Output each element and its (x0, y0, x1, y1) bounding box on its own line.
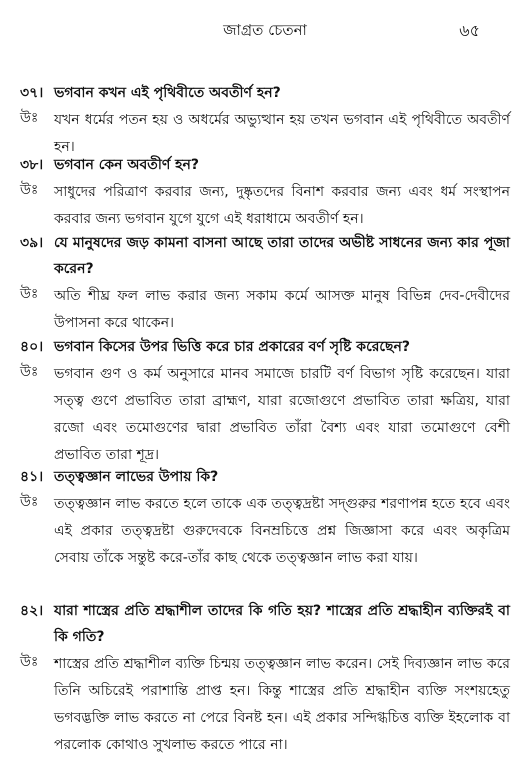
question (20, 598, 510, 650)
answer (20, 179, 510, 233)
question-text: তত্ত্বজ্ঞান লাভের উপায় কি? (54, 469, 219, 485)
page-header (20, 0, 510, 48)
answer (20, 283, 510, 337)
question-number: ৪০। (20, 339, 44, 355)
question (20, 230, 510, 282)
answer-text: সাধুদের পরিত্রাণ করবার জন্য, দুষ্কৃতদের বিনাশ করবার জন্য এবং ধর্ম সংস্থাপন করবার জন্য ভগবান যুগে যুগে এই ধরাধামে অবতীর্ণ হন। (54, 184, 510, 227)
question (20, 152, 510, 178)
answer-text: শাস্ত্রের প্রতি শ্রদ্ধাশীল ব্যক্তি চিন্ময় তত্ত্বজ্ঞান লাভ করেন। সেই দিব্যজ্ঞান লাভ করে তিনি অচিরেই পরাশান্তি প্রাপ্ত হন। কিন্তু শাস্ত্রের প্রতি শ্রদ্ধাহীন ব্যক্তি সংশয়হেতু ভগবদ্ভক্তি লাভ করতে না পেরে বিনষ্ট হন। এই প্রকার সন্দিগ্ধচিত্ত ব্যক্তি ইহলোক বা পরলোক কোথাও সুখলাভ করতে পারে না। (54, 656, 510, 753)
answer-label: উঃ (20, 110, 39, 126)
question-number: ৩৮। (20, 157, 44, 173)
question-number: ৩৯। (20, 235, 44, 251)
answer-text: ভগবান গুণ ও কর্ম অনুসারে মানব সমাজে চারটি বর্ণ বিভাগ সৃষ্টি করেছেন। যারা সত্ত্ব গুণে প্রভাবিত তারা ব্রাহ্মণ, যারা রজোগুণে প্রভাবিত তারা ক্ষত্রিয়, যারা রজো এবং তমোগুণের দ্বারা প্রভাবিত তাঁরা বৈশ্য এবং যারা তমোগুণে বেশী প্রভাবিত তারা শূদ্র। (54, 366, 510, 463)
answer (20, 651, 510, 759)
qa-block-40 (20, 334, 510, 469)
question-text: যারা শাস্ত্রের প্রতি শ্রদ্ধাশীল তাদের কি গতি হয়? শাস্ত্রের প্রতি শ্রদ্ধাহীন ব্যক্তিরই বা কি গতি? (54, 603, 510, 645)
qa-block-41 (20, 464, 510, 572)
qa-block-39 (20, 230, 510, 337)
qa-block-38 (20, 152, 510, 233)
question-text: ভগবান কখন এই পৃথিবীতে অবতীর্ণ হন? (54, 85, 281, 101)
answer-label: উঃ (20, 494, 39, 510)
qa-block-37 (20, 80, 510, 161)
answer-text: যখন ধর্মের পতন হয় ও অধর্মের অভ্যুত্থান হয় তখন ভগবান এই পৃথিবীতে অবতীর্ণ হন। (54, 112, 510, 155)
answer-text: তত্ত্বজ্ঞান লাভ করতে হলে তাকে এক তত্ত্বদ্রষ্টা সদ্গুরুর শরণাপন্ন হতে হবে এবং এই প্রকার তত্ত্বদ্রষ্টা গুরুদেবকে বিনম্রচিত্তে প্রশ্ন জিজ্ঞাসা করে এবং অকৃত্রিম সেবায় তাঁকে সন্তুষ্ট করে-তাঁর কাছ থেকে তত্ত্বজ্ঞান লাভ করা যায়। (54, 496, 510, 566)
question-number: ৪২। (20, 603, 44, 619)
answer-label: উঃ (20, 364, 39, 380)
answer-label: উঃ (20, 286, 39, 302)
qa-block-42 (20, 598, 510, 759)
answer-label: উঃ (20, 654, 39, 670)
running-title: জাগ্রত চেতনা (223, 21, 307, 39)
page-number: ৬৫ (459, 21, 480, 40)
question-number: ৪১। (20, 469, 44, 485)
question-text: ভগবান কিসের উপর ভিত্তি করে চার প্রকারের বর্ণ সৃষ্টি করেছেন? (54, 339, 410, 355)
answer (20, 491, 510, 572)
question (20, 464, 510, 490)
question-text: যে মানুষদের জড় কামনা বাসনা আছে তারা তাদের অভীষ্ট সাধনের জন্য কার পূজা করেন? (54, 235, 510, 277)
question-number: ৩৭। (20, 85, 44, 101)
answer-label: উঃ (20, 182, 39, 198)
question-text: ভগবান কেন অবতীর্ণ হন? (54, 157, 199, 173)
answer-text: অতি শীঘ্র ফল লাভ করার জন্য সকাম কর্মে আসক্ত মানুষ বিভিন্ন দেব-দেবীদের উপাসনা করে থাকেন। (54, 288, 510, 331)
question (20, 80, 510, 106)
question (20, 334, 510, 360)
answer (20, 361, 510, 469)
